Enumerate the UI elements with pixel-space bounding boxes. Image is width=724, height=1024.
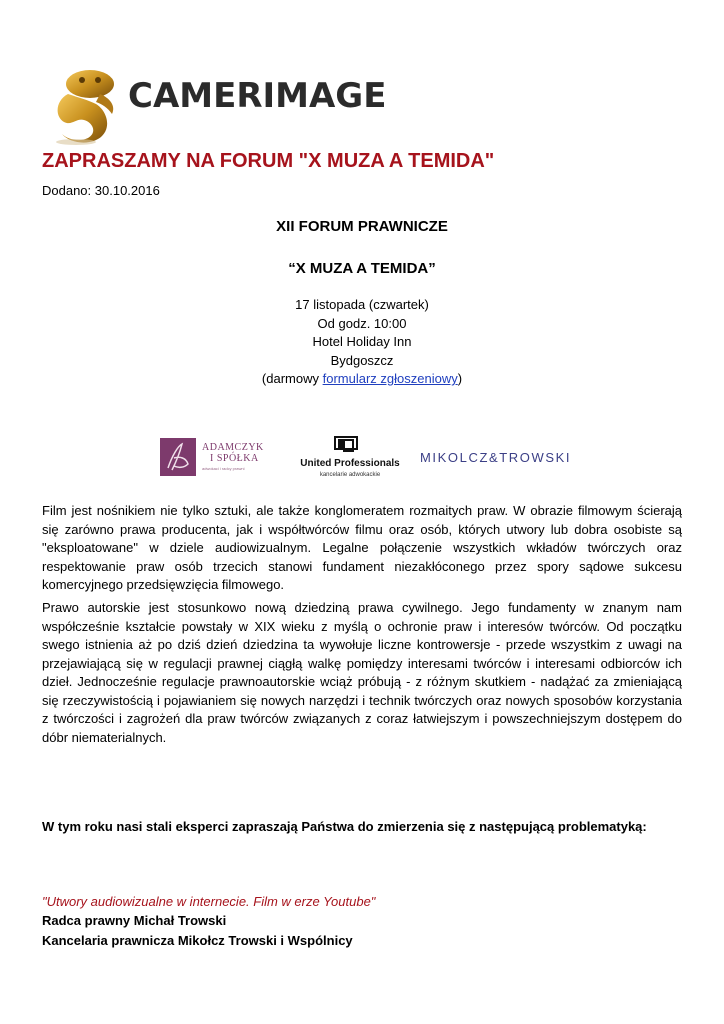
registration-suffix: ) <box>457 371 463 386</box>
body-paragraph-2: Prawo autorskie jest stosunkowo nową dziedziną prawa cywilnego. Jego fundamenty w znanym nam współcześnie kształcie powstały w XIX wieku z myślą o ochronie praw i interesów twórców. Od początku swego istnienia aż po dziś dzień dziedzina ta wywołuje liczne kontrowersje - przede wszystkim z uwagi na przejawiającą się w regulacji prawnej ciągłą walkę pomiędzy interesami twórców i interesami odbiorców ich dzieł. Jednocześnie regulacje prawnoautorskie wciąż próbują - z różnym skutkiem - nadążać za zmieniającą się rzeczywistością i pojawianiem się nowych narzędzi i technik twórczych oraz nowych sposobów korzystania z twórczości i zagrożeń dla praw twórców związanych z coraz łatwiejszym i powszechniejszym dostępem do dóbr niematerialnych. <box>42 600 682 745</box>
body-paragraph-1: Film jest nośnikiem nie tylko sztuki, ale także konglomeratem rozmaitych praw. W obrazie filmowym ścierają się zarówno prawa producenta, jak i współtwórców filmu oraz osób, których utwory lub dobra osobiste są "eksploatowane" w dziele audiowizualnym. Legalne połączenie wszystkich wkładów twórczych oraz respektowanie praw osób trzecich stanowi fundament niezakłóconego przez spory sądowe sukcesu komercyjnego przedsięwzięcia filmowego. <box>42 503 682 592</box>
body-paragraph-3: W tym roku nasi stali eksperci zapraszają Państwa do zmierzenia się z następującą problematyką: <box>42 819 647 834</box>
registration-form-link[interactable]: formularz zgłoszeniowy <box>322 371 458 386</box>
event-venue: Hotel Holiday Inn <box>312 334 412 349</box>
adamczyk-monogram-icon <box>160 438 196 476</box>
event-city: Bydgoszcz <box>330 352 394 368</box>
forum-subheading: “X MUZA A TEMIDA” <box>288 260 436 277</box>
article-title: ZAPRASZAMY NA FORUM "X MUZA A TEMIDA" <box>42 150 495 172</box>
united-professionals-tagline: kancelarie adwokackie <box>319 472 381 478</box>
event-time: Od godz. 10:00 <box>317 315 407 331</box>
talk-firm: Kancelaria prawnicza Mikołcz Trowski i Wspólnicy <box>42 933 353 948</box>
partner-adamczyk-logo[interactable] <box>160 436 276 480</box>
camerimage-logo[interactable] <box>46 64 387 148</box>
registration-prefix: (darmowy <box>261 371 323 386</box>
adamczyk-name-line2: I SPÓŁKA <box>210 453 259 464</box>
forum-heading: XII FORUM PRAWNICZE <box>276 218 448 235</box>
adamczyk-tagline: adwokaci i radcy prawni <box>202 466 245 471</box>
talk-speaker: Radca prawny Michał Trowski <box>42 913 227 928</box>
event-details <box>0 296 724 389</box>
partner-mikolcz-trowski-logo[interactable]: MIKOLCZ&TROWSKI <box>420 450 572 465</box>
adamczyk-name <box>202 442 264 464</box>
article-date: Dodano: 30.10.2016 <box>42 183 160 198</box>
logo-wordmark: CAMERIMAGE <box>128 76 387 116</box>
registration-line <box>0 370 724 389</box>
up-logo-icon <box>334 436 358 450</box>
golden-frog-icon <box>46 64 124 146</box>
talk-title: "Utwory audiowizualne w internecie. Film w erze Youtube" <box>42 894 376 909</box>
partner-united-professionals-logo[interactable] <box>292 436 408 480</box>
adamczyk-name-line1: ADAMCZYK <box>202 442 264 453</box>
event-date: 17 listopada (czwartek) <box>295 297 429 312</box>
united-professionals-name: United Professionals <box>300 458 400 469</box>
partner-logos <box>0 432 724 484</box>
